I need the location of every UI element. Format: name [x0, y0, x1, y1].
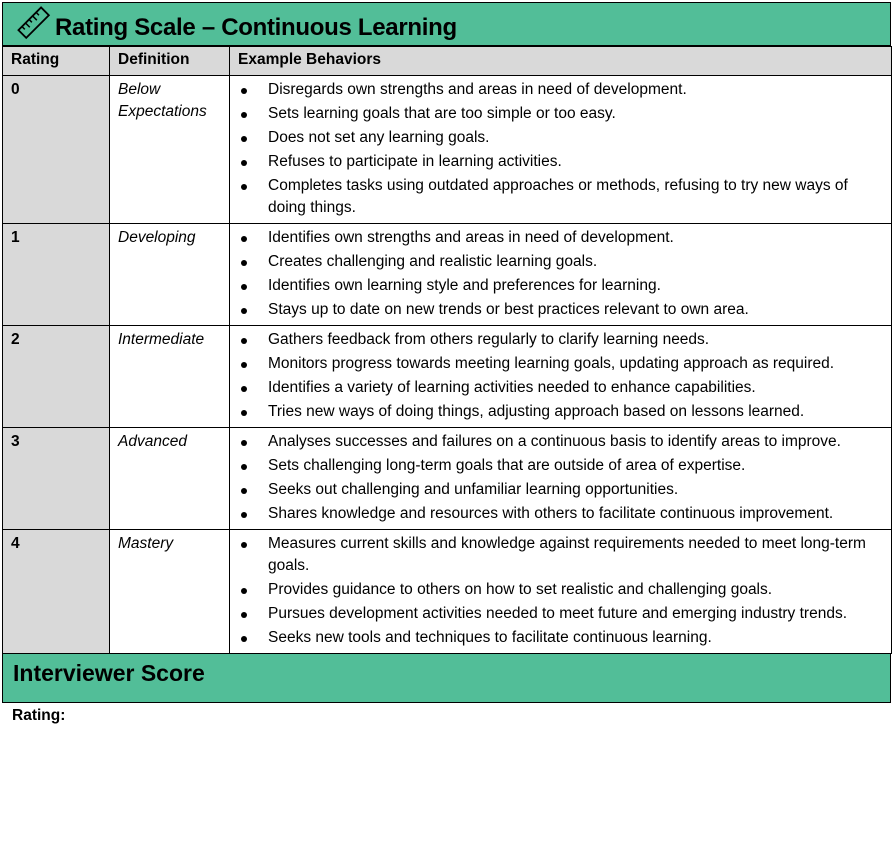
ruler-icon — [17, 6, 51, 40]
behavior-item: Seeks out challenging and unfamiliar learning opportunities. — [238, 479, 883, 501]
behavior-item: Identifies a variety of learning activities needed to enhance capabilities. — [238, 377, 883, 399]
rating-value: 0 — [3, 76, 110, 224]
column-header-behaviors: Example Behaviors — [230, 47, 892, 76]
rating-value: 1 — [3, 224, 110, 326]
behavior-item: Shares knowledge and resources with others to facilitate continuous improvement. — [238, 503, 883, 525]
behavior-item: Sets learning goals that are too simple or too easy. — [238, 103, 883, 125]
behavior-list-cell — [230, 428, 892, 530]
table-row — [3, 76, 892, 224]
behavior-item: Measures current skills and knowledge against requirements needed to meet long-term goals. — [238, 533, 883, 577]
table-row — [3, 530, 892, 654]
behavior-list — [238, 533, 883, 649]
behavior-list-cell — [230, 530, 892, 654]
rating-definition: Developing — [110, 224, 230, 326]
interviewer-score-bar — [2, 654, 891, 703]
behavior-list-cell — [230, 326, 892, 428]
rating-value: 3 — [3, 428, 110, 530]
behavior-item: Completes tasks using outdated approaches or methods, refusing to try new ways of doing things. — [238, 175, 883, 219]
rating-scale-document — [2, 2, 891, 725]
behavior-item: Sets challenging long-term goals that are outside of area of expertise. — [238, 455, 883, 477]
behavior-item: Disregards own strengths and areas in need of development. — [238, 79, 883, 101]
behavior-item: Seeks new tools and techniques to facilitate continuous learning. — [238, 627, 883, 649]
behavior-item: Does not set any learning goals. — [238, 127, 883, 149]
behavior-list — [238, 227, 883, 321]
rating-definition: Mastery — [110, 530, 230, 654]
behavior-item: Provides guidance to others on how to set realistic and challenging goals. — [238, 579, 883, 601]
rating-input-label: Rating: — [12, 707, 66, 724]
table-row — [3, 326, 892, 428]
title-bar — [2, 2, 891, 46]
behavior-item: Refuses to participate in learning activities. — [238, 151, 883, 173]
behavior-item: Identifies own learning style and preferences for learning. — [238, 275, 883, 297]
behavior-item: Tries new ways of doing things, adjusting approach based on lessons learned. — [238, 401, 883, 423]
page-title: Rating Scale – Continuous Learning — [55, 14, 457, 41]
behavior-item: Pursues development activities needed to meet future and emerging industry trends. — [238, 603, 883, 625]
behavior-list — [238, 79, 883, 219]
behavior-item: Monitors progress towards meeting learning goals, updating approach as required. — [238, 353, 883, 375]
behavior-item: Identifies own strengths and areas in need of development. — [238, 227, 883, 249]
rating-value: 2 — [3, 326, 110, 428]
rating-value: 4 — [3, 530, 110, 654]
behavior-item: Stays up to date on new trends or best practices relevant to own area. — [238, 299, 883, 321]
behavior-list-cell — [230, 224, 892, 326]
interviewer-score-title: Interviewer Score — [13, 659, 205, 686]
column-header-definition: Definition — [110, 47, 230, 76]
behavior-list-cell — [230, 76, 892, 224]
rating-definition: Intermediate — [110, 326, 230, 428]
behavior-item: Creates challenging and realistic learning goals. — [238, 251, 883, 273]
behavior-item: Analyses successes and failures on a continuous basis to identify areas to improve. — [238, 431, 883, 453]
behavior-list — [238, 431, 883, 525]
table-header-row — [3, 47, 892, 76]
table-row — [3, 428, 892, 530]
rating-definition: Below Expectations — [110, 76, 230, 224]
column-header-rating: Rating — [3, 47, 110, 76]
rating-definition: Advanced — [110, 428, 230, 530]
behavior-item: Gathers feedback from others regularly to clarify learning needs. — [238, 329, 883, 351]
behavior-list — [238, 329, 883, 423]
rating-table — [2, 46, 892, 654]
table-row — [3, 224, 892, 326]
